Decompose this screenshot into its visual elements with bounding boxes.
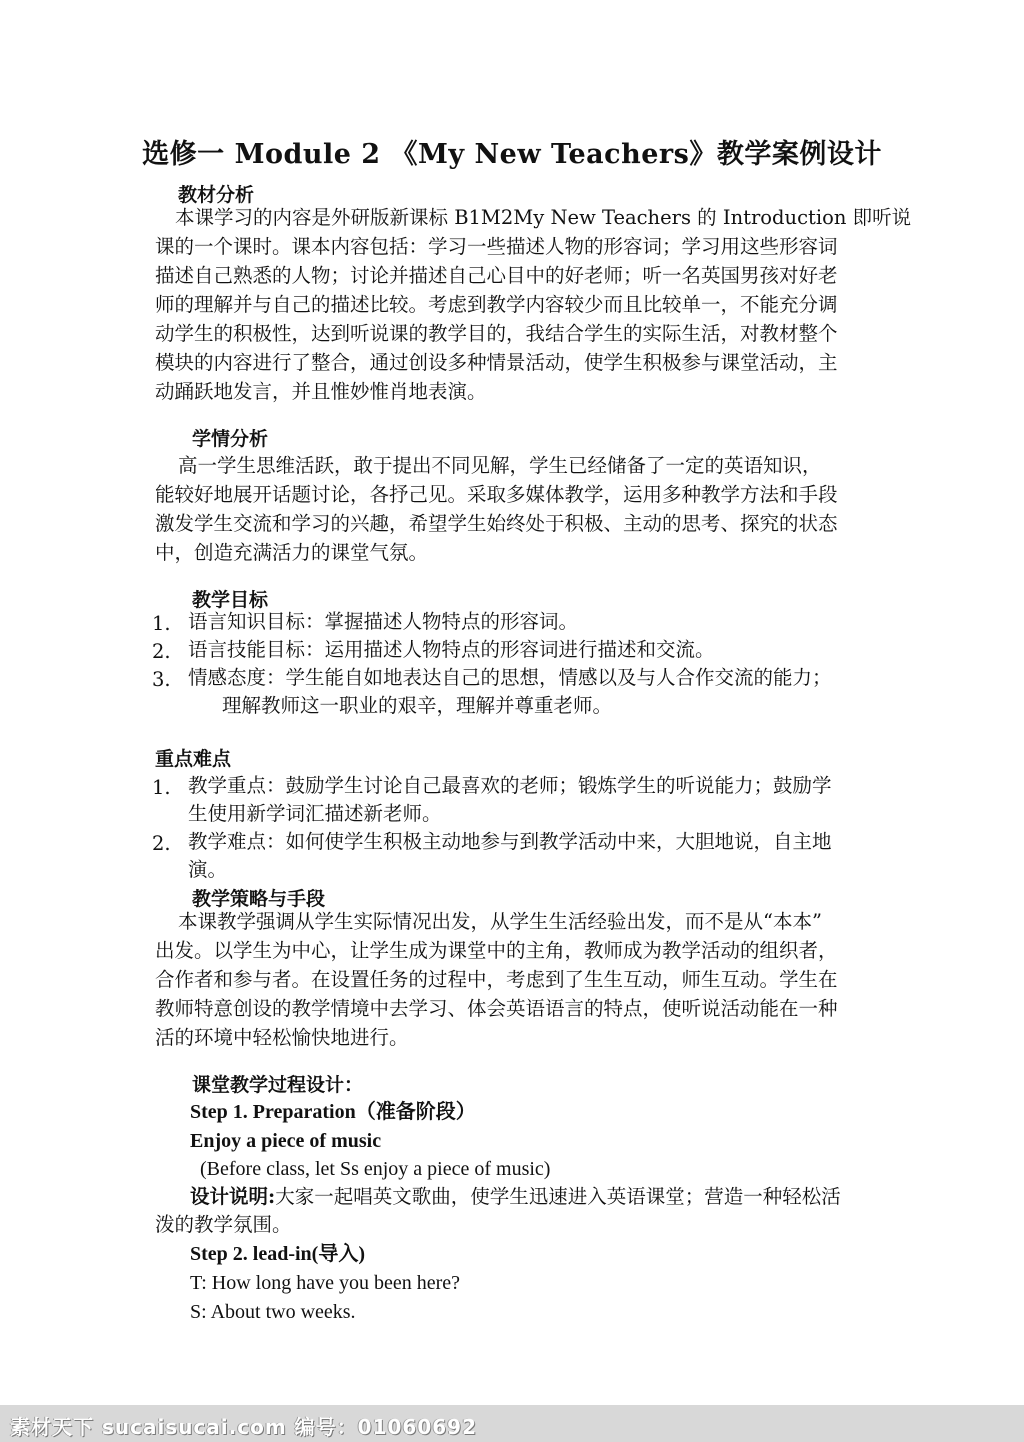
heading-textbook-analysis: 教材分析 [178,184,255,206]
list-item-continuation: 生使用新学词汇描述新老师。 [188,802,442,825]
paragraph-line: 动学生的积极性，达到听说课的教学目的，我结合学生的实际生活，对教材整个 [155,322,838,345]
paragraph-line: 中，创造充满活力的课堂气氛。 [155,541,429,564]
heading-teaching-goals: 教学目标 [192,589,269,611]
list-item: 教学难点：如何使学生积极主动地参与到教学活动中来，大胆地说，自主地 [188,830,832,853]
list-item: 语言知识目标：掌握描述人物特点的形容词。 [188,610,579,633]
design-note-text: 大家一起唱英文歌曲，使学生迅速进入英语课堂；营造一种轻松活 [275,1185,841,1208]
watermark-bar [0,1405,1024,1442]
design-note-continuation: 泼的教学氛围。 [155,1213,292,1236]
paragraph-line: 本课学习的内容是外研版新课标 B1M2My New Teachers 的 Introduction 即听说 [175,206,912,229]
list-item-continuation: 理解教师这一职业的艰辛，理解并尊重老师。 [222,694,613,717]
design-note-label: 设计说明: [190,1185,276,1208]
heading-process-design: 课堂教学过程设计： [192,1074,364,1096]
paragraph-line: 本课教学强调从学生实际情况出发，从学生生活经验出发，而不是从“本本” [178,910,822,933]
dialogue-student: S: About two weeks. [190,1301,356,1323]
paragraph-line: 能较好地展开话题讨论，各抒己见。采取多媒体教学，运用多种教学方法和手段 [155,483,838,506]
step-2-heading: Step 2. lead-in(导入) [190,1243,365,1265]
paragraph-line: 动踊跃地发言，并且惟妙惟肖地表演。 [155,380,487,403]
before-class-note: (Before class, let Ss enjoy a piece of music) [200,1158,551,1180]
paragraph-line: 出发。以学生为中心，让学生成为课堂中的主角，教师成为教学活动的组织者， [155,939,838,962]
paragraph-line: 描述自己熟悉的人物；讨论并描述自己心目中的好老师；听一名英国男孩对好老 [155,264,838,287]
list-item-continuation: 演。 [188,858,228,881]
design-note [190,1183,841,1211]
watermark-text: 素材天下 sucaisucai.com 编号：01060692 [10,1415,477,1439]
paragraph-line: 高一学生思维活跃，敢于提出不同见解，学生已经储备了一定的英语知识， [178,454,822,477]
paragraph-line: 模块的内容进行了整合，通过创设多种情景活动，使学生积极参与课堂活动，主 [155,351,838,374]
heading-student-analysis: 学情分析 [192,428,269,450]
list-number: 3. [152,668,171,691]
list-item: 语言技能目标：运用描述人物特点的形容词进行描述和交流。 [188,638,715,661]
dialogue-teacher: T: How long have you been here? [190,1272,461,1294]
enjoy-music-heading: Enjoy a piece of music [190,1130,382,1152]
list-number: 1. [152,612,171,635]
list-item: 教学重点：鼓励学生讨论自己最喜欢的老师；锻炼学生的听说能力；鼓励学 [188,774,832,797]
list-number: 2. [152,640,171,663]
paragraph-line: 激发学生交流和学习的兴趣，希望学生始终处于积极、主动的思考、探究的状态 [155,512,838,535]
paragraph-line: 活的环境中轻松愉快地进行。 [155,1026,409,1049]
heading-key-points: 重点难点 [155,748,232,770]
list-number: 1. [152,776,171,799]
paragraph-line: 师的理解并与自己的描述比较。考虑到教学内容较少而且比较单一，不能充分调 [155,293,838,316]
paragraph-line: 教师特意创设的教学情境中去学习、体会英语语言的特点，使听说活动能在一种 [155,997,838,1020]
document-title: 选修一 Module 2 《My New Teachers》教学案例设计 [142,139,882,170]
list-item: 情感态度：学生能自如地表达自己的思想，情感以及与人合作交流的能力； [188,666,832,689]
list-number: 2. [152,832,171,855]
heading-teaching-strategy: 教学策略与手段 [192,888,326,910]
paragraph-line: 合作者和参与者。在设置任务的过程中，考虑到了生生互动，师生互动。学生在 [155,968,838,991]
step-1-heading: Step 1. Preparation（准备阶段） [190,1101,476,1123]
paragraph-line: 课的一个课时。课本内容包括：学习一些描述人物的形容词；学习用这些形容词 [155,235,838,258]
